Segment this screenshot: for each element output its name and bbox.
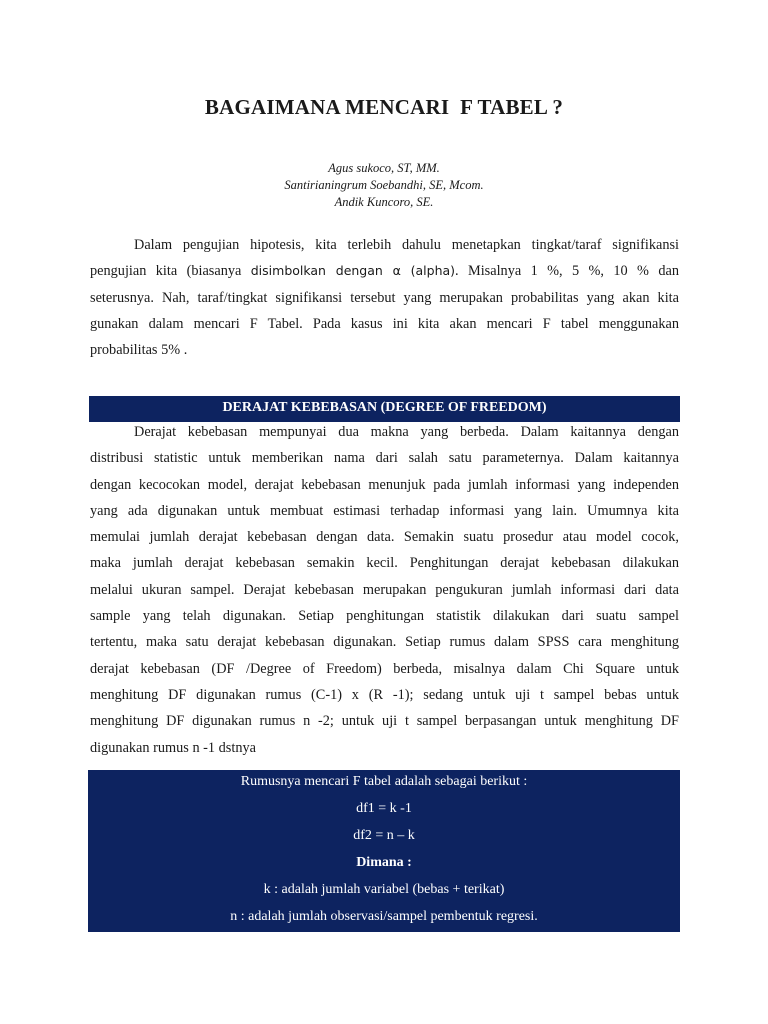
page-title: BAGAIMANA MENCARI F TABEL ? [204,95,564,119]
text-line: derajat kebebasan (DF /Degree of Freedom) berbeda, misalnya dalam Chi Square untuk [90,660,679,677]
text-line: yang ada digunakan untuk membuat estimasi terhadap informasi yang lain. Umumnya kita [90,502,679,519]
author-name: Santirianingrum Soebandhi, SE, Mcom. [284,178,484,192]
text-line: sample yang telah digunakan. Setiap penghitungan statistik dilakukan dari suatu sampel [90,608,679,625]
text-line: tertentu, maka satu derajat kebebasan digunakan. Setiap rumus dalam SPSS cara menghitung [90,634,679,651]
text-fragment: pengujian kita (biasanya [90,263,251,280]
text-line [90,258,679,284]
text-line: digunakan rumus n -1 dstnya [90,739,256,756]
text-line: probabilitas 5% . [90,342,188,359]
formula-n-definition: n : adalah jumlah observasi/sampel pembentuk regresi. [230,909,538,924]
text-line: seterusnya. Nah, taraf/tingkat signifikansi tersebut yang merupakan probabilitas yang akan kita [90,289,679,306]
text-line: menghitung DF digunakan rumus (C-1) x (R -1); sedang untuk uji t sampel bebas untuk [90,686,679,703]
alpha-symbol-fragment: disimbolkan dengan α (alpha) [250,263,456,279]
formula-k-definition: k : adalah jumlah variabel (bebas + terikat) [263,882,505,897]
formula-intro: Rumusnya mencari F tabel adalah sebagai berikut : [240,774,528,789]
text-line: maka jumlah derajat kebebasan semakin kecil. Penghitungan derajat kebebasan dilakukan [90,555,679,572]
text-line: gunakan dalam mencari F Tabel. Pada kasus ini kita akan mencari F tabel menggunakan [90,315,679,332]
formula-df1: df1 = k -1 [356,801,412,816]
text-line: memulai jumlah derajat kebebasan dengan data. Semakin suatu prosedur atau model cocok, [90,529,679,546]
formula-dimana-label: Dimana : [356,855,412,870]
text-fragment: . Misalnya 1 %, 5 %, 10 % dan [455,263,679,280]
formula-box [88,770,680,932]
section-heading: DERAJAT KEBEBASAN (DEGREE OF FREEDOM) [89,396,680,422]
intro-paragraph [90,232,679,363]
degree-of-freedom-paragraph [90,419,679,761]
author-list [0,160,768,211]
text-line: Dalam pengujian hipotesis, kita terlebih dahulu menetapkan tingkat/taraf signifikansi [134,237,679,253]
text-line: menghitung DF digunakan rumus n -2; untuk uji t sampel berpasangan untuk menghitung DF [90,713,679,730]
author-name: Andik Kuncoro, SE. [334,195,434,209]
text-line: melalui ukuran sampel. Derajat kebebasan merupakan pengukuran jumlah informasi dari data [90,581,679,598]
text-line: distribusi statistic untuk memberikan nama dari salah satu parameternya. Dalam kaitannya [90,450,679,467]
formula-df2: df2 = n – k [353,828,415,843]
author-name: Agus sukoco, ST, MM. [328,161,440,175]
text-line: Derajat kebebasan mempunyai dua makna yang berbeda. Dalam kaitannya dengan [134,424,679,440]
text-line: dengan kecocokan model, derajat kebebasan menunjuk pada jumlah informasi yang independen [90,476,679,493]
